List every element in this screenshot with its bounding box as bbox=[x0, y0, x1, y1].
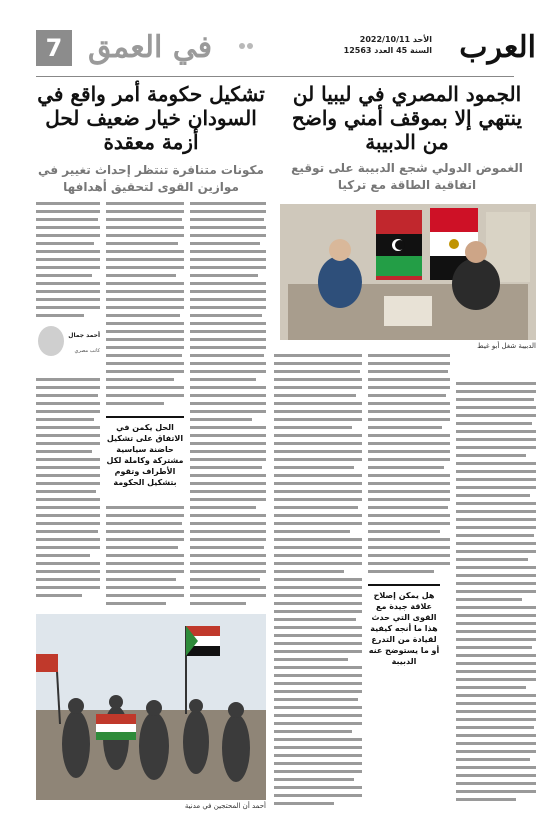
sudan-photo-caption: أحمد أن المحتجين في مدنية bbox=[184, 802, 266, 810]
libya-photo-caption: الدبيبة شغل أبو غيط bbox=[477, 342, 536, 350]
text-lines-illustration bbox=[456, 380, 536, 810]
text-lines-illustration bbox=[106, 504, 184, 610]
sudan-body-col-3 bbox=[106, 504, 184, 610]
page-number: 7 bbox=[36, 30, 72, 66]
libya-headline: الجمود المصري في ليبيا لن ينتهي إلا بموقف أمني واضح من الدبيبة bbox=[291, 82, 523, 154]
issue-date: الأحد 2022/10/11 bbox=[359, 35, 432, 44]
sudan-pull-quote: الحل يكمن في الاتفاق على تشكيل حاضنة سياسية مشتركة وكاملة لكل الأطراف وتقوم بتشكيل الحكومة bbox=[106, 416, 184, 488]
sudan-body-col-1 bbox=[190, 200, 266, 610]
libya-photo-illustration bbox=[280, 204, 536, 340]
issue-info bbox=[344, 34, 432, 56]
sudan-protest-photo bbox=[36, 614, 266, 800]
sudan-subhead: مكونات متنافرة تنتظر إحداث تغيير في موازين القوى لتحقيق أهدافها bbox=[38, 163, 264, 194]
issue-number: السنة 45 العدد 12563 bbox=[343, 46, 432, 55]
libya-meeting-photo bbox=[280, 204, 536, 340]
libya-subhead: الغموض الدولي شجع الدبيبة على توقيع اتفاقية الطاقة مع تركيا bbox=[291, 161, 523, 192]
author-name: أحمد جمال bbox=[68, 332, 100, 339]
text-lines-illustration bbox=[106, 200, 184, 410]
section-mark-icon bbox=[238, 34, 254, 48]
libya-body-col-2 bbox=[368, 352, 450, 810]
sudan-headline: تشكيل حكومة أمر واقع في السودان خيار ضعيف لحل أزمة معقدة bbox=[37, 82, 265, 154]
libya-pull-quote: هل يمكن إصلاح علاقة جيدة مع القوى التي حدث هذا ما أنجه كيفية لقيادة من التدرع أو ما يستوضح عنه الدبيبة bbox=[368, 584, 440, 667]
sudan-photo-illustration bbox=[36, 614, 266, 800]
section-title: في العمق bbox=[88, 30, 213, 65]
libya-body-col-3 bbox=[274, 352, 362, 810]
text-lines-illustration bbox=[190, 200, 266, 610]
masthead bbox=[0, 28, 550, 76]
text-lines-illustration bbox=[36, 200, 100, 322]
newspaper-logo: العرب bbox=[459, 30, 536, 65]
header-rule bbox=[36, 76, 514, 77]
text-lines-illustration bbox=[274, 352, 362, 810]
sudan-body-col-5 bbox=[36, 376, 100, 606]
text-lines-illustration bbox=[368, 352, 450, 580]
text-lines-illustration bbox=[36, 376, 100, 606]
libya-body-col-1 bbox=[456, 380, 536, 810]
sudan-body-col-4 bbox=[36, 200, 100, 330]
author-byline bbox=[36, 326, 100, 372]
author-role: كاتب مصري bbox=[74, 348, 100, 354]
